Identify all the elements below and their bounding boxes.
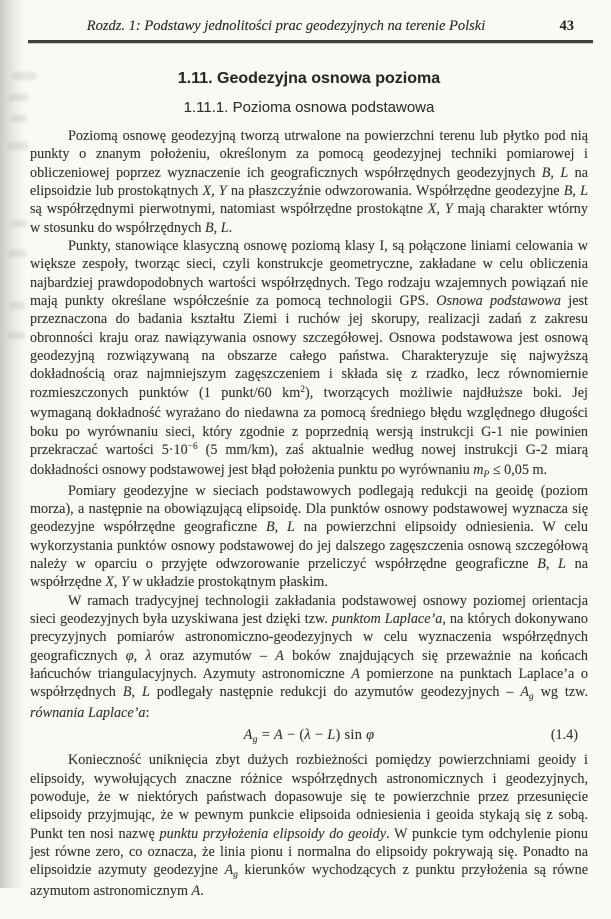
paragraph-3: Pomiary geodezyjne w sieciach podstawowych podlegają redukcji na geoidę (poziom morza), a następnie na obowiązującą elipsoidę. Dla punktów osnowy podstawowej wyznacza się geodezyjne współrzędne geograficzne B, L na powierzchni elipsoidy odniesienia. W celu wykorzystania punktów osnowy podstawowej do jej dalszego zagęszczenia osnową szczegółową należy w oparciu o przyjęte odwzorowanie przeliczyć współrzędne geograficzne B, L na współrzędne X, Y w układzie prostokątnym płaskim. — [30, 482, 588, 591]
page-number: 43 — [559, 18, 574, 34]
equation-number: (1.4) — [550, 727, 578, 743]
running-head-title: Rozdz. 1: Podstawy jednolitości prac geodezyjnych na terenie Polski — [86, 18, 486, 34]
scan-smudge — [9, 250, 27, 257]
scan-smudge — [9, 94, 28, 101]
scan-smudge — [8, 142, 28, 150]
body-text-column — [30, 127, 588, 900]
paragraph-2: Punkty, stanowiące klasyczną osnowę poziomą klasy I, są połączone liniami celowania w większe zespoły, tworząc sieci, czyli konstrukcje geometryczne, zakładane w celu obliczenia najbardziej prawdopodobnych wartości współrzędnych. Tego rodzaju wzajemnych powiązań nie mają punkty określane współcześnie za pomocą technologii GPS. Osnowa podstawowa jest przeznaczona do badania kształtu Ziemi i ruchów jej skorupy, realizacji zadań z zakresu obronności kraju oraz nawiązywania osnowy szczegółowej. Osnowa podstawowa jest osnową geodezyjną rozwiązywaną na obszarze całego państwa. Charakteryzuje się najwyższą dokładnością oraz najmniejszym zagęszczeniem i składa się z rzadko, lecz równomiernie rozmieszczonych punktów (1 punkt/60 $km^2$), tworzących możliwie najdłuższe boki. Jej wymaganą dokładność wyrażano do niedawna za pomocą średniego błędu względnego długości boku po wyrównaniu sieci, który zgodnie z poprzednią wersją instrukcji G-1 nie powinien przekraczać wartości $5\cdot 10^{-6}$ (5 mm/km), zaś aktualnie według nowej instrukcji G-2 miarą dokładności osnowy podstawowej jest błąd położenia punktu po wyrównaniu mP ≤ 0,05 m. — [30, 238, 588, 480]
subsection-heading: 1.11.1. Pozioma osnowa podstawowa — [183, 99, 435, 116]
scan-smudge — [11, 115, 27, 122]
running-head — [30, 18, 588, 38]
scan-smudge — [10, 302, 25, 309]
section-heading: 1.11. Geodezyjna osnowa pozioma — [177, 70, 441, 87]
scan-edge-shadow — [0, 0, 26, 919]
scan-smudge — [8, 332, 25, 339]
paragraph-1: Poziomą osnowę geodezyjną tworzą utrwalone na powierzchni terenu lub płytko pod nią punkty o znanym położeniu, określonym za pomocą geodezyjnej techniki pomiarowej i obliczeniowej poprzez wyznaczenie ich geograficznych współrzędnych geodezyjnych B, L na elipsoidzie lub prostokątnych X, Y na płaszczyźnie odwzorowania. Współrzędne geodezyjne B, L są współrzędnymi pierwotnymi, natomiast współrzędne prostokątne X, Y mają charakter wtórny w stosunku do współrzędnych B, L. — [30, 128, 588, 236]
equation-formula: Ag = A − (λ − L) sin φ — [243, 727, 375, 745]
scan-smudge — [11, 220, 27, 227]
scan-edge-fade — [0, 888, 30, 919]
paragraph-5: Konieczność uniknięcia zbyt dużych rozbieżności pomiędzy powierzchniami geoidy i elipsoidy, wywołujących znaczne różnice współrzędnych astronomicznych i geodezyjnych, powoduje, że w niektórych państwach dopasowuje się te powierzchnie przez przesunięcie elipsoidy przyjmując, że w pewnym punkcie elipsoida odniesienia i geoida stykają się z sobą. Punkt ten nosi nazwę punktu przyłożenia elipsoidy do geoidy. W punkcie tym odchylenie pionu jest równe zero, co oznacza, że linia pionu i normalna do elipsoidy pokrywają się. Ponadto na elipsoidzie azymuty geodezyjne Ag kierunków wychodzących z punktu przyłożenia są równe azymutom astronomicznym A. — [30, 752, 588, 899]
paragraph-4: W ramach tradycyjnej technologii zakładania podstawowej osnowy poziomej orientacja sieci geodezyjnych była uzyskiwana jest dzięki tzw. punktom Laplace’a, na których dokonywano precyzyjnych pomiarów astronomiczno-geodezyjnych w celu wyznaczenia współrzędnych geograficznych φ, λ oraz azymutów – A boków znajdujących się przeważnie na końcach łańcuchów triangulacyjnych. Azymuty astronomiczne A pomierzone na punktach Laplace’a o współrzędnych B, L podlegały następnie redukcji do azymutów geodezyjnych – Ag wg tzw. równania Laplace’a: — [30, 592, 589, 721]
header-rule — [28, 40, 593, 43]
equation — [30, 726, 588, 746]
